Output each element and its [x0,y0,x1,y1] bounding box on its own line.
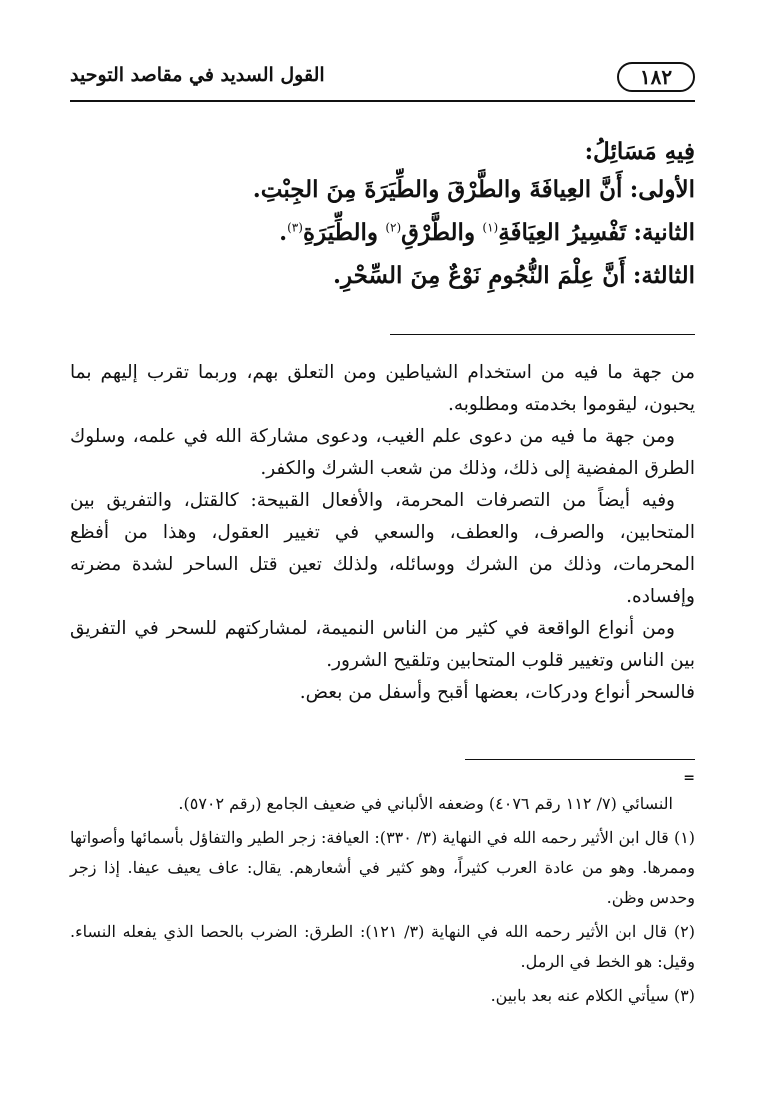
footnote-item [70,823,695,913]
page-number: ١٨٢ [617,62,695,92]
masail-item-third [65,262,695,305]
masail-item-text: أَنَّ عِلْمَ النُّجُومِ نَوْعٌ مِنَ السِّحْرِ. [332,262,626,289]
body-text [70,357,695,709]
section-divider [390,334,695,335]
body-paragraph: ومن أنواع الواقعة في كثير من الناس النميمة، لمشاركتهم للسحر في التفريق بين الناس وتغيير قلوب المتحابين وتلقيح الشرور. [70,618,695,671]
footnotes [70,789,695,1015]
masail-item-label: الثانية: [633,219,695,246]
masail-item-second [65,219,695,262]
masail-list [65,176,695,305]
masail-item-text: تَفْسِيرُ العِيَافَةِ [498,219,627,246]
footnote-ref[interactable]: (٣) [287,220,303,235]
footnote-item [70,981,695,1011]
footnote-number: (٣) [673,986,695,1005]
footnote-divider [465,759,695,760]
footnote-text: سيأتي الكلام عنه بعد بابين. [490,986,669,1005]
page-header [70,58,695,98]
footnote-continuation-mark: = [683,770,695,786]
masail-item-text: والطِّيَرَةِ [302,219,378,246]
masail-item-text: . [279,219,288,246]
masail-item-text: أَنَّ العِيافَةَ والطَّرْقَ والطِّيَرَةَ مِنَ الجِبْتِ. [252,176,623,203]
masail-item-first [65,176,695,219]
footnote-text: قال ابن الأثير رحمه الله في النهاية (٣/ ١٢١): الطرق: الضرب بالحصا الذي يفعله النساء. وقيل: هو الخط في الرمل. [70,922,695,971]
footnote-ref[interactable]: (٢) [385,220,402,235]
footnote-continuation: النسائي (٧/ ١١٢ رقم ٤٠٧٦) وضعفه الألباني في ضعيف الجامع (رقم ٥٧٠٢). [178,794,673,813]
footnote-item [70,917,695,977]
footnote-number: (٢) [673,922,695,941]
masail-heading: فِيهِ مَسَائِلُ: [584,138,695,165]
body-paragraph: ومن جهة ما فيه من دعوى علم الغيب، ودعوى مشاركة الله في علمه، وسلوك الطرق المفضية إلى ذلك، وذلك من شعب الشرك والكفر. [70,426,695,479]
masail-item-text: والطَّرْقِ [401,219,476,246]
footnote-ref[interactable]: (١) [482,220,499,235]
body-paragraph: فالسحر أنواع ودركات، بعضها أقبح وأسفل من بعض. [299,682,695,703]
running-title: القول السديد في مقاصد التوحيد [70,64,325,86]
masail-item-label: الأولى: [629,176,695,203]
body-paragraph: من جهة ما فيه من استخدام الشياطين ومن التعلق بهم، وربما تقرب إليهم بما يحبون، ليقوموا بخدمته ومطلوبه. [70,362,695,415]
footnote-number: (١) [673,828,696,847]
masail-item-label: الثالثة: [632,262,695,289]
header-divider [70,100,695,102]
body-paragraph: وفيه أيضاً من التصرفات المحرمة، والأفعال القبيحة: كالقتل، والتفريق بين المتحابين، والصرف، والعطف، والسعي في تغيير العقول، وهذا من أفظع المحرمات، وذلك من الشرك ووسائله، ولذلك تعين قتل الساحر لشدة مضرته وإفساده. [70,490,695,607]
footnote-text: قال ابن الأثير رحمه الله في النهاية (٣/ ٣٣٠): العيافة: زجر الطير والتفاؤل بأسمائها وأصواتها وممرها. وهو من عادة العرب كثيراً، وهو كثير في أشعارهم. يقال: عاف يعيف عيفا. إذا زجر وحدس وظن. [70,828,695,907]
